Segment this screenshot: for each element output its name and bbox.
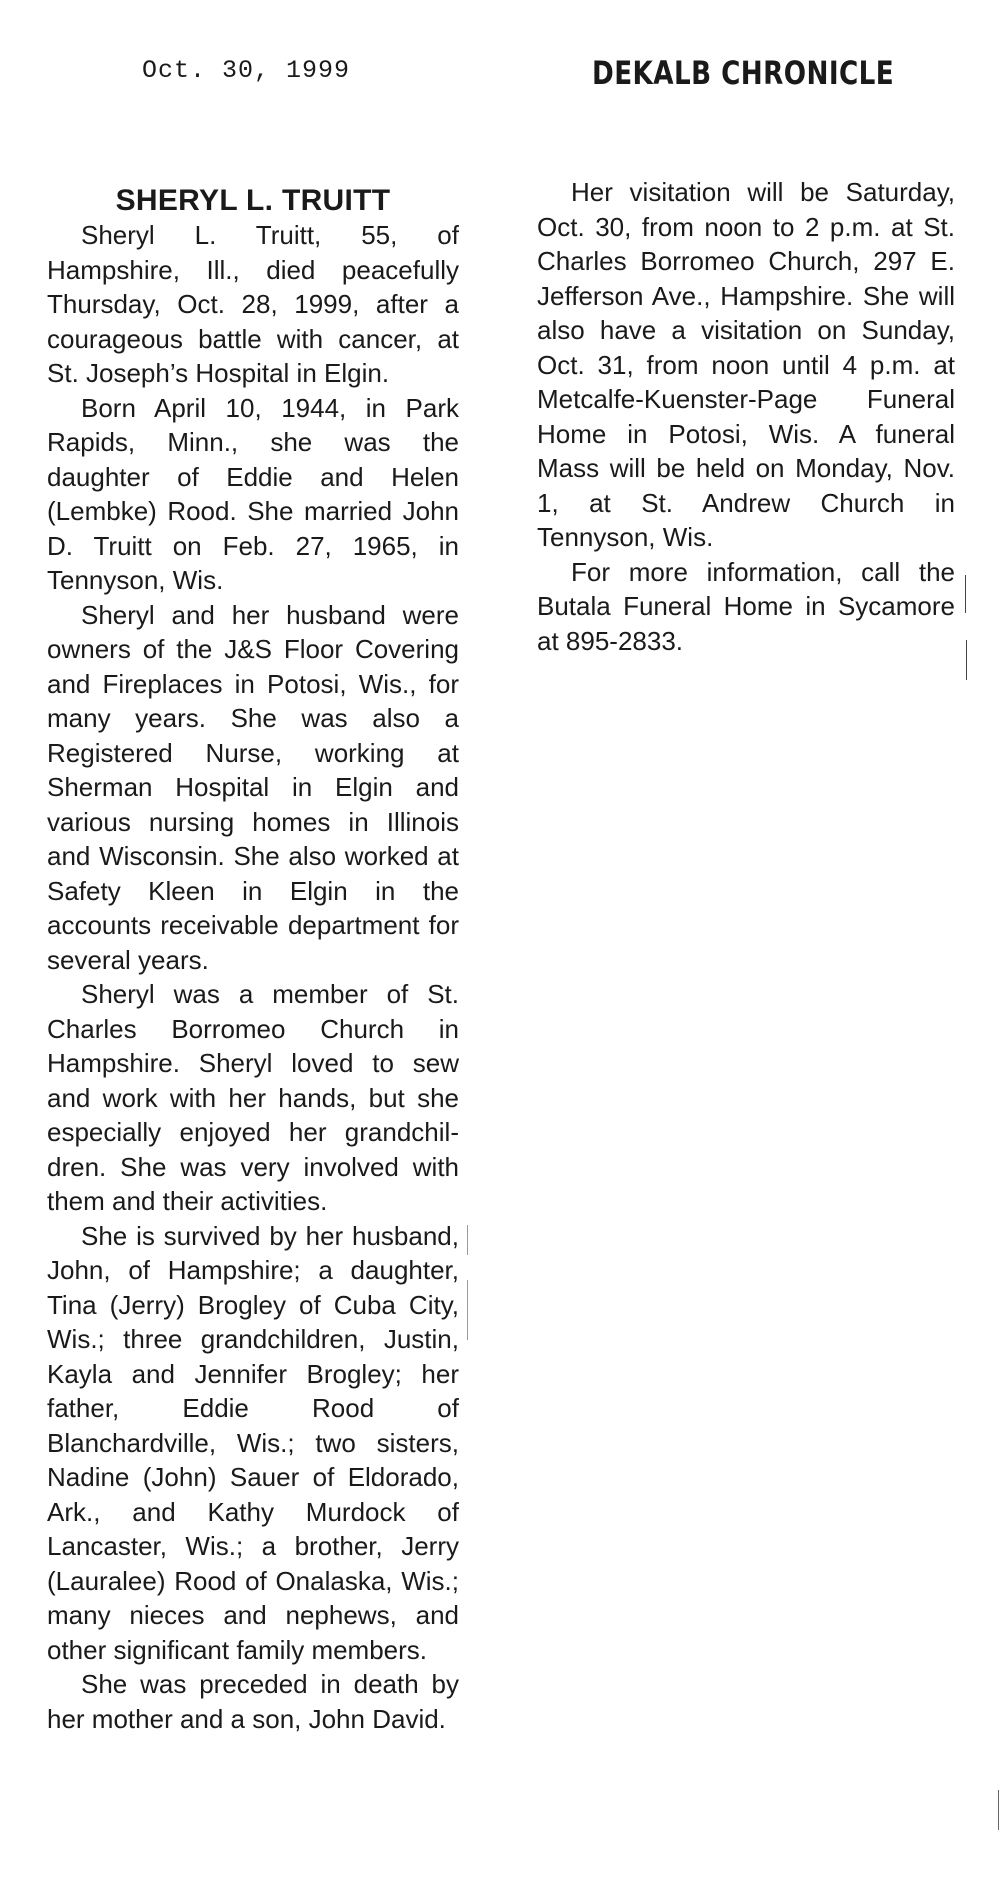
scan-edge-mark <box>965 575 966 613</box>
scan-edge-mark <box>467 1280 468 1340</box>
obituary-paragraph: She was preceded in death by her mother and a son, John David. <box>47 1669 459 1734</box>
obituary-paragraph: Sheryl and her husband were owners of the J&S Floor Covering and Fireplaces in Potosi, Wis., for many years. She was also a Registered Nurse, working at Sherman Hospital in Elgin and various nursing homes in Illinois and Wisconsin. She also worked at Safety Kleen in Elgin in the accounts receivable department for several years. <box>47 599 459 975</box>
obituary-paragraph: Her visitation will be Saturday, Oct. 30, from noon to 2 p.m. at St. Charles Borromeo Church, 297 E. Jefferson Ave., Hampshire. She will also have a visitation on Sunday, Oct. 31, from noon until 4 p.m. at Metcalfe-Kuenster-Page Funeral Home in Potosi, Wis. A funeral Mass will be held on Monday, Nov. 1, at St. Andrew Church in Tennyson, Wis. <box>537 177 955 552</box>
obituary-paragraph: Sheryl was a member of St. Charles Borromeo Church in Hampshire. Sheryl loved to sew and work with her hands, but she especially enjoyed her grandchildren. She was very involved with them and their activities. <box>47 979 459 1216</box>
obituary-paragraph: Born April 10, 1944, in Park Rapids, Minn., she was the daughter of Eddie and Helen (Lembke) Rood. She married John D. Truitt on Feb. 27, 1965, in Tennyson, Wis. <box>47 392 459 595</box>
scan-edge-mark <box>467 1225 468 1255</box>
scan-edge-mark <box>998 1790 999 1830</box>
obituary-paragraph: Sheryl L. Truitt, 55, of Hampshire, Ill., died peacefully Thursday, Oct. 28, 1999, after a courageous battle with cancer, at St. Joseph’s Hospital in Elgin. <box>47 220 459 388</box>
newspaper-name: DEKALB CHRONICLE <box>592 54 895 92</box>
scan-edge-mark <box>966 640 967 680</box>
clipping-date: Oct. 30, 1999 <box>142 56 351 85</box>
obituary-paragraph: For more information, call the Butala Funeral Home in Sycamore at 895-2833. <box>537 556 955 656</box>
obituary-right-column <box>537 175 955 658</box>
obituary-headline: SHERYL L. TRUITT <box>115 184 391 217</box>
obituary-left-column <box>47 184 459 1736</box>
obituary-paragraph: She is survived by her husband, John, of Hampshire; a daughter, Tina (Jerry) Brogley of Cuba City, Wis.; three grandchildren, Justin, Kayla and Jennifer Brogley; her father, Eddie Rood of Blanchardville, Wis.; two sisters, Nadine (John) Sauer of Eldorado, Ark., and Kathy Murdock of Lancaster, Wis.; a brother, Jerry (Lauralee) Rood of Onalaska, Wis.; many nieces and nephews, and other significant family members. <box>47 1220 459 1665</box>
